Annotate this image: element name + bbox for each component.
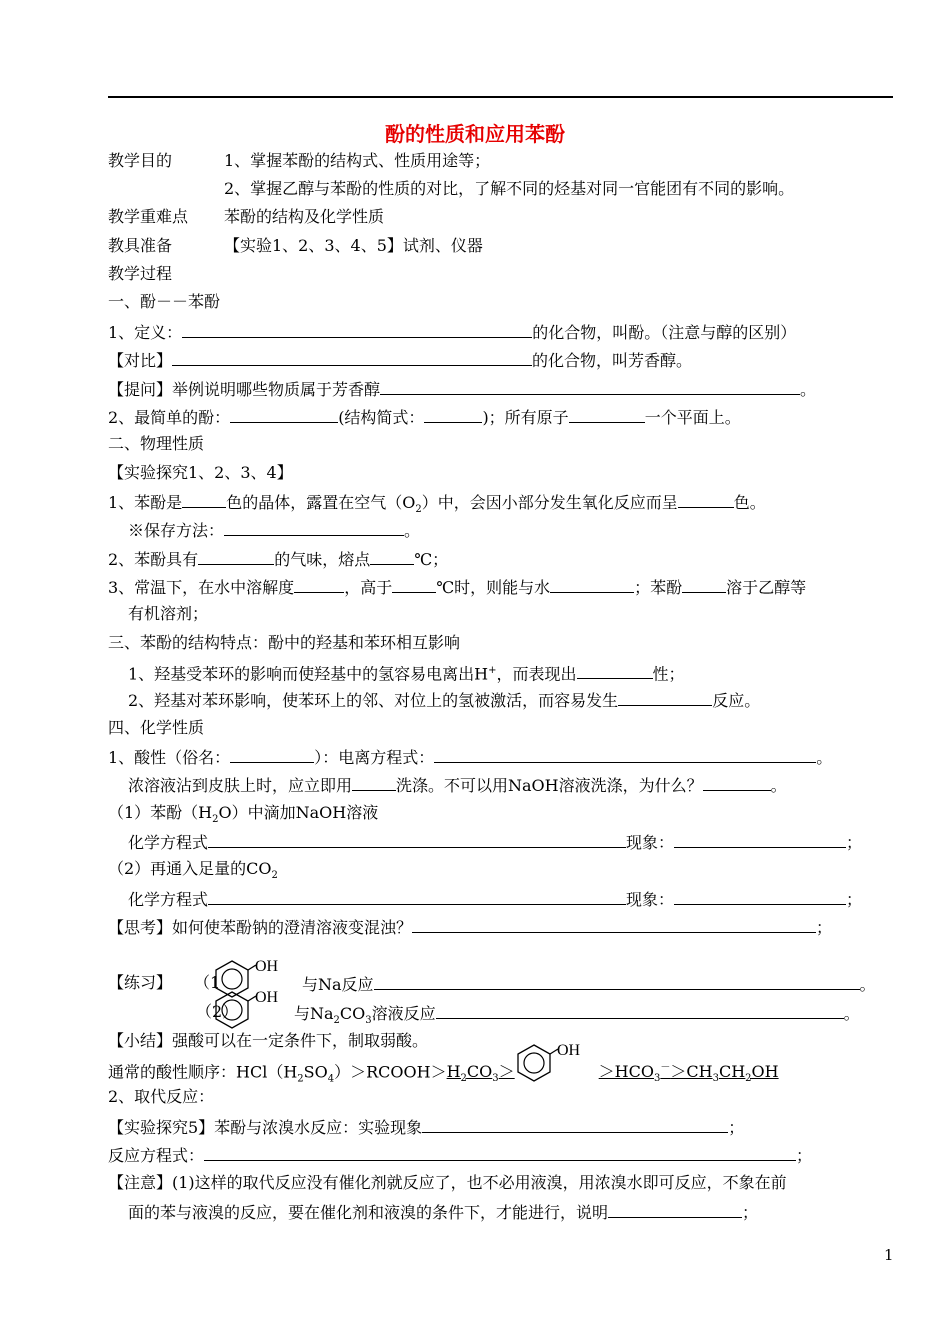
blank: [224, 518, 404, 536]
blank: [682, 575, 726, 593]
page-title: 酚的性质和应用苯酚: [385, 122, 565, 146]
blank: [436, 1001, 844, 1019]
blank: [678, 490, 734, 508]
blank: [703, 773, 771, 791]
goal-label: 教学目的: [108, 151, 173, 170]
blank: [294, 575, 344, 593]
practice-2-text: 与$Na_2CO_3$溶液反应 。: [294, 1001, 860, 1032]
blank: [208, 887, 626, 905]
blank: [434, 745, 816, 763]
header-rule: [108, 96, 893, 98]
practice-1-num: （1: [194, 973, 221, 992]
sec2-heading: 二、物理性质: [108, 434, 205, 453]
blank: [380, 377, 800, 395]
phys-2: 2、苯酚具有 的气味，熔点 ℃；: [108, 547, 448, 571]
svg-text:OH: OH: [255, 989, 279, 1006]
exp5-line: 【实验探究5】苯酚与浓溴水反应：实验现象 ；: [108, 1115, 744, 1139]
tools-label: 教具准备: [108, 236, 173, 255]
struct-1: 1、羟基受苯环的影响而使羟基中的氢容易电离出H+，而表现出 性；: [128, 660, 685, 685]
note-line-2: 面的苯与液溴的反应，要在催化剂和液溴的条件下，才能进行，说明 ；: [128, 1200, 758, 1224]
process-label: 教学过程: [108, 264, 173, 283]
struct-2: 2、羟基对苯环影响，使苯环上的邻、对位上的氢被激活，而容易发生 反应。: [128, 688, 760, 712]
practice-2-num: （2）: [196, 1002, 239, 1021]
compare-line: 【对比】 的化合物，叫芳香醇。: [108, 348, 692, 372]
blank: [424, 405, 482, 423]
blank: [204, 1143, 796, 1161]
phenol-structure-icon: [212, 987, 282, 1033]
think-line: 【思考】如何使苯酚钠的澄清溶液变混浊？ ；: [108, 915, 832, 939]
blank: [182, 320, 532, 338]
blank: [172, 348, 532, 366]
svg-text:OH: OH: [255, 958, 279, 975]
sec1-heading: 一、酚－－苯酚: [108, 292, 221, 311]
note-line-1: 【注意】(1)这样的取代反应没有催化剂就反应了，也不必用液溴，用浓溴水即可反应，不象在前: [108, 1173, 787, 1192]
q2-equation: 化学方程式 现象： ；: [128, 887, 862, 911]
sec4-heading: 四、化学性质: [108, 718, 205, 737]
blank: [577, 661, 653, 679]
sec2-exp: 【实验探究1、2、3、4】: [108, 463, 293, 482]
blank: [230, 745, 314, 763]
summary-line: 【小结】强酸可以在一定条件下，制取弱酸。: [108, 1031, 429, 1050]
phys-3: 3、常温下，在水中溶解度 ，高于 ℃时，则能与水 ；苯酚 溶于乙醇等: [108, 575, 806, 599]
blank: [352, 773, 396, 791]
wash-line: 浓溶液沾到皮肤上时，应立即用 洗涤。不可以用NaOH溶液洗涤，为什么？ 。: [128, 773, 787, 797]
practice-label: 【练习】: [108, 973, 173, 992]
blank: [370, 547, 414, 565]
blank: [550, 575, 634, 593]
blank: [412, 915, 816, 933]
key-text: 苯酚的结构及化学性质: [224, 207, 385, 226]
blank: [674, 830, 846, 848]
tools-text: 【实验1、2、3、4、5】试剂、仪器: [224, 236, 483, 255]
blank: [230, 405, 338, 423]
blank: [198, 547, 274, 565]
blank: [674, 887, 846, 905]
blank: [569, 405, 645, 423]
definition-line: 1、定义： 的化合物，叫酚。（注意与醇的区别）: [108, 320, 796, 344]
acidity-line: 1、酸性（俗名： ）：电离方程式： 。: [108, 745, 832, 769]
blank: [618, 688, 712, 706]
substitution-heading: 2、取代反应：: [108, 1087, 215, 1106]
blank: [182, 490, 226, 508]
reaction-eq-line: 反应方程式： ；: [108, 1143, 812, 1167]
phenol-structure-icon: [514, 1040, 590, 1086]
svg-text:OH: OH: [557, 1042, 581, 1059]
acid-order-line: 通常的酸性顺序：$HCl(H_2SO_4)>RCOOH>H_2CO_3> >HCO_3^->CH_3CH_2OH$: [108, 1062, 779, 1085]
goal-2: 2、掌握乙醇与苯酚的性质的对比，了解不同的烃基对同一官能团有不同的影响。: [224, 179, 795, 198]
q1-equation: 化学方程式 现象： ；: [128, 830, 862, 854]
q2-line: （2）再通入足量的$CO_2$: [108, 859, 278, 882]
blank: [422, 1115, 728, 1133]
q1-line: （1）苯酚$(H_2O)$中滴加NaOH溶液: [108, 803, 379, 826]
sec3-heading: 三、苯酚的结构特点：酚中的羟基和苯环相互影响: [108, 633, 461, 652]
phys-3-cont: 有机溶剂；: [128, 604, 209, 623]
key-label: 教学重难点: [108, 207, 189, 226]
storage-line: ※保存方法： 。: [128, 518, 420, 542]
blank: [208, 830, 626, 848]
goal-1: 1、掌握苯酚的结构式、性质用途等；: [224, 151, 491, 170]
blank: [608, 1200, 742, 1218]
simplest-phenol-line: 2、最简单的酚： (结构简式： )；所有原子 一个平面上。: [108, 405, 741, 429]
blank: [374, 972, 860, 990]
phys-1: 1、苯酚是 色的晶体，露置在空气$(O_2)$中，会因小部分发生氧化反应而呈 色。: [108, 490, 766, 521]
page-number: 1: [884, 1246, 894, 1264]
practice-1-text: 与Na反应 。: [302, 972, 876, 996]
ask-line: 【提问】举例说明哪些物质属于芳香醇 。: [108, 377, 816, 401]
blank: [392, 575, 436, 593]
